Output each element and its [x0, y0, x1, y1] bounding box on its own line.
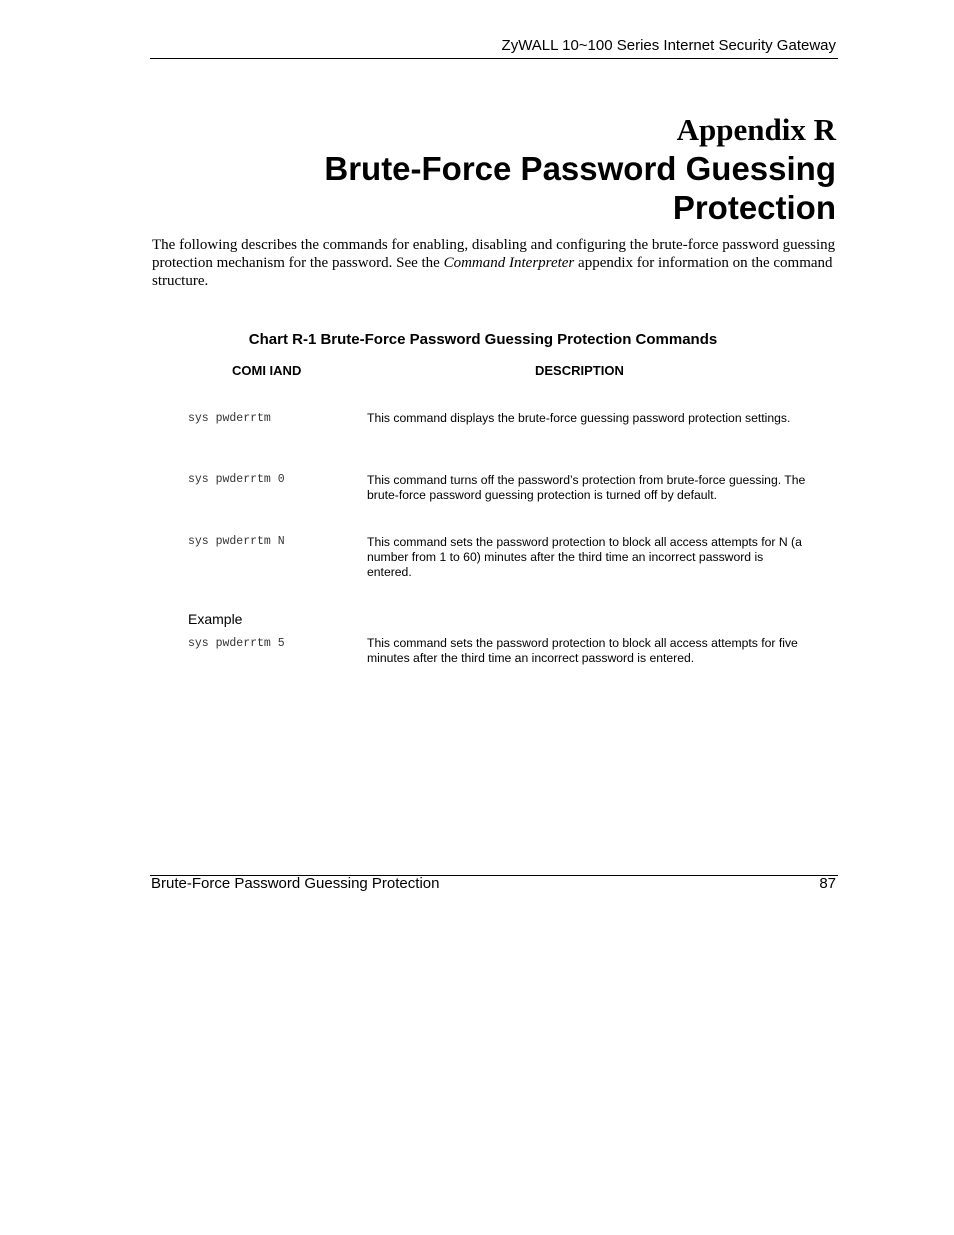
running-header: ZyWALL 10~100 Series Internet Security Gateway	[501, 37, 836, 54]
intro-paragraph	[152, 236, 836, 290]
chapter-title-line-2: Protection	[672, 189, 836, 226]
column-header-command: COMI IAND	[232, 363, 302, 378]
chapter-title-line-1: Brute-Force Password Guessing	[324, 150, 836, 187]
command-row-3: sys pwderrtm N	[188, 535, 285, 548]
example-label: Example	[188, 611, 243, 627]
example-command: sys pwderrtm 5	[188, 637, 285, 650]
intro-emphasis: Command Interpreter	[443, 255, 575, 271]
description-row-2: This command turns off the password’s protection from brute-force guessing. The brute-force password guessing protection is turned off by default.	[367, 473, 806, 502]
chapter-title	[150, 149, 836, 227]
chart-caption: Chart R-1 Brute-Force Password Guessing Protection Commands	[248, 331, 718, 348]
header-rule	[150, 58, 838, 59]
command-row-1: sys pwderrtm	[188, 412, 271, 425]
column-header-description: DESCRIPTION	[535, 363, 624, 378]
description-row-1: This command displays the brute-force guessing password protection settings.	[367, 411, 791, 425]
example-description: This command sets the password protection to block all access attempts for five minutes after the third time an incorrect password is entered.	[367, 636, 798, 665]
command-row-2: sys pwderrtm 0	[188, 473, 285, 486]
description-row-3: This command sets the password protection to block all access attempts for N (a number from 1 to 60) minutes after the third time an incorrect password is entered.	[367, 535, 802, 579]
page-number: 87	[819, 875, 836, 892]
intro-text-start: The following describes the commands for enabling, disabling and configuring the brute-force password guessing protection mechanism for the password. See the	[152, 237, 836, 271]
footer-section-title: Brute-Force Password Guessing Protection	[151, 875, 440, 892]
intro-text-end: appendix for information on the command structure.	[152, 255, 833, 289]
appendix-title: Appendix R	[676, 112, 836, 147]
